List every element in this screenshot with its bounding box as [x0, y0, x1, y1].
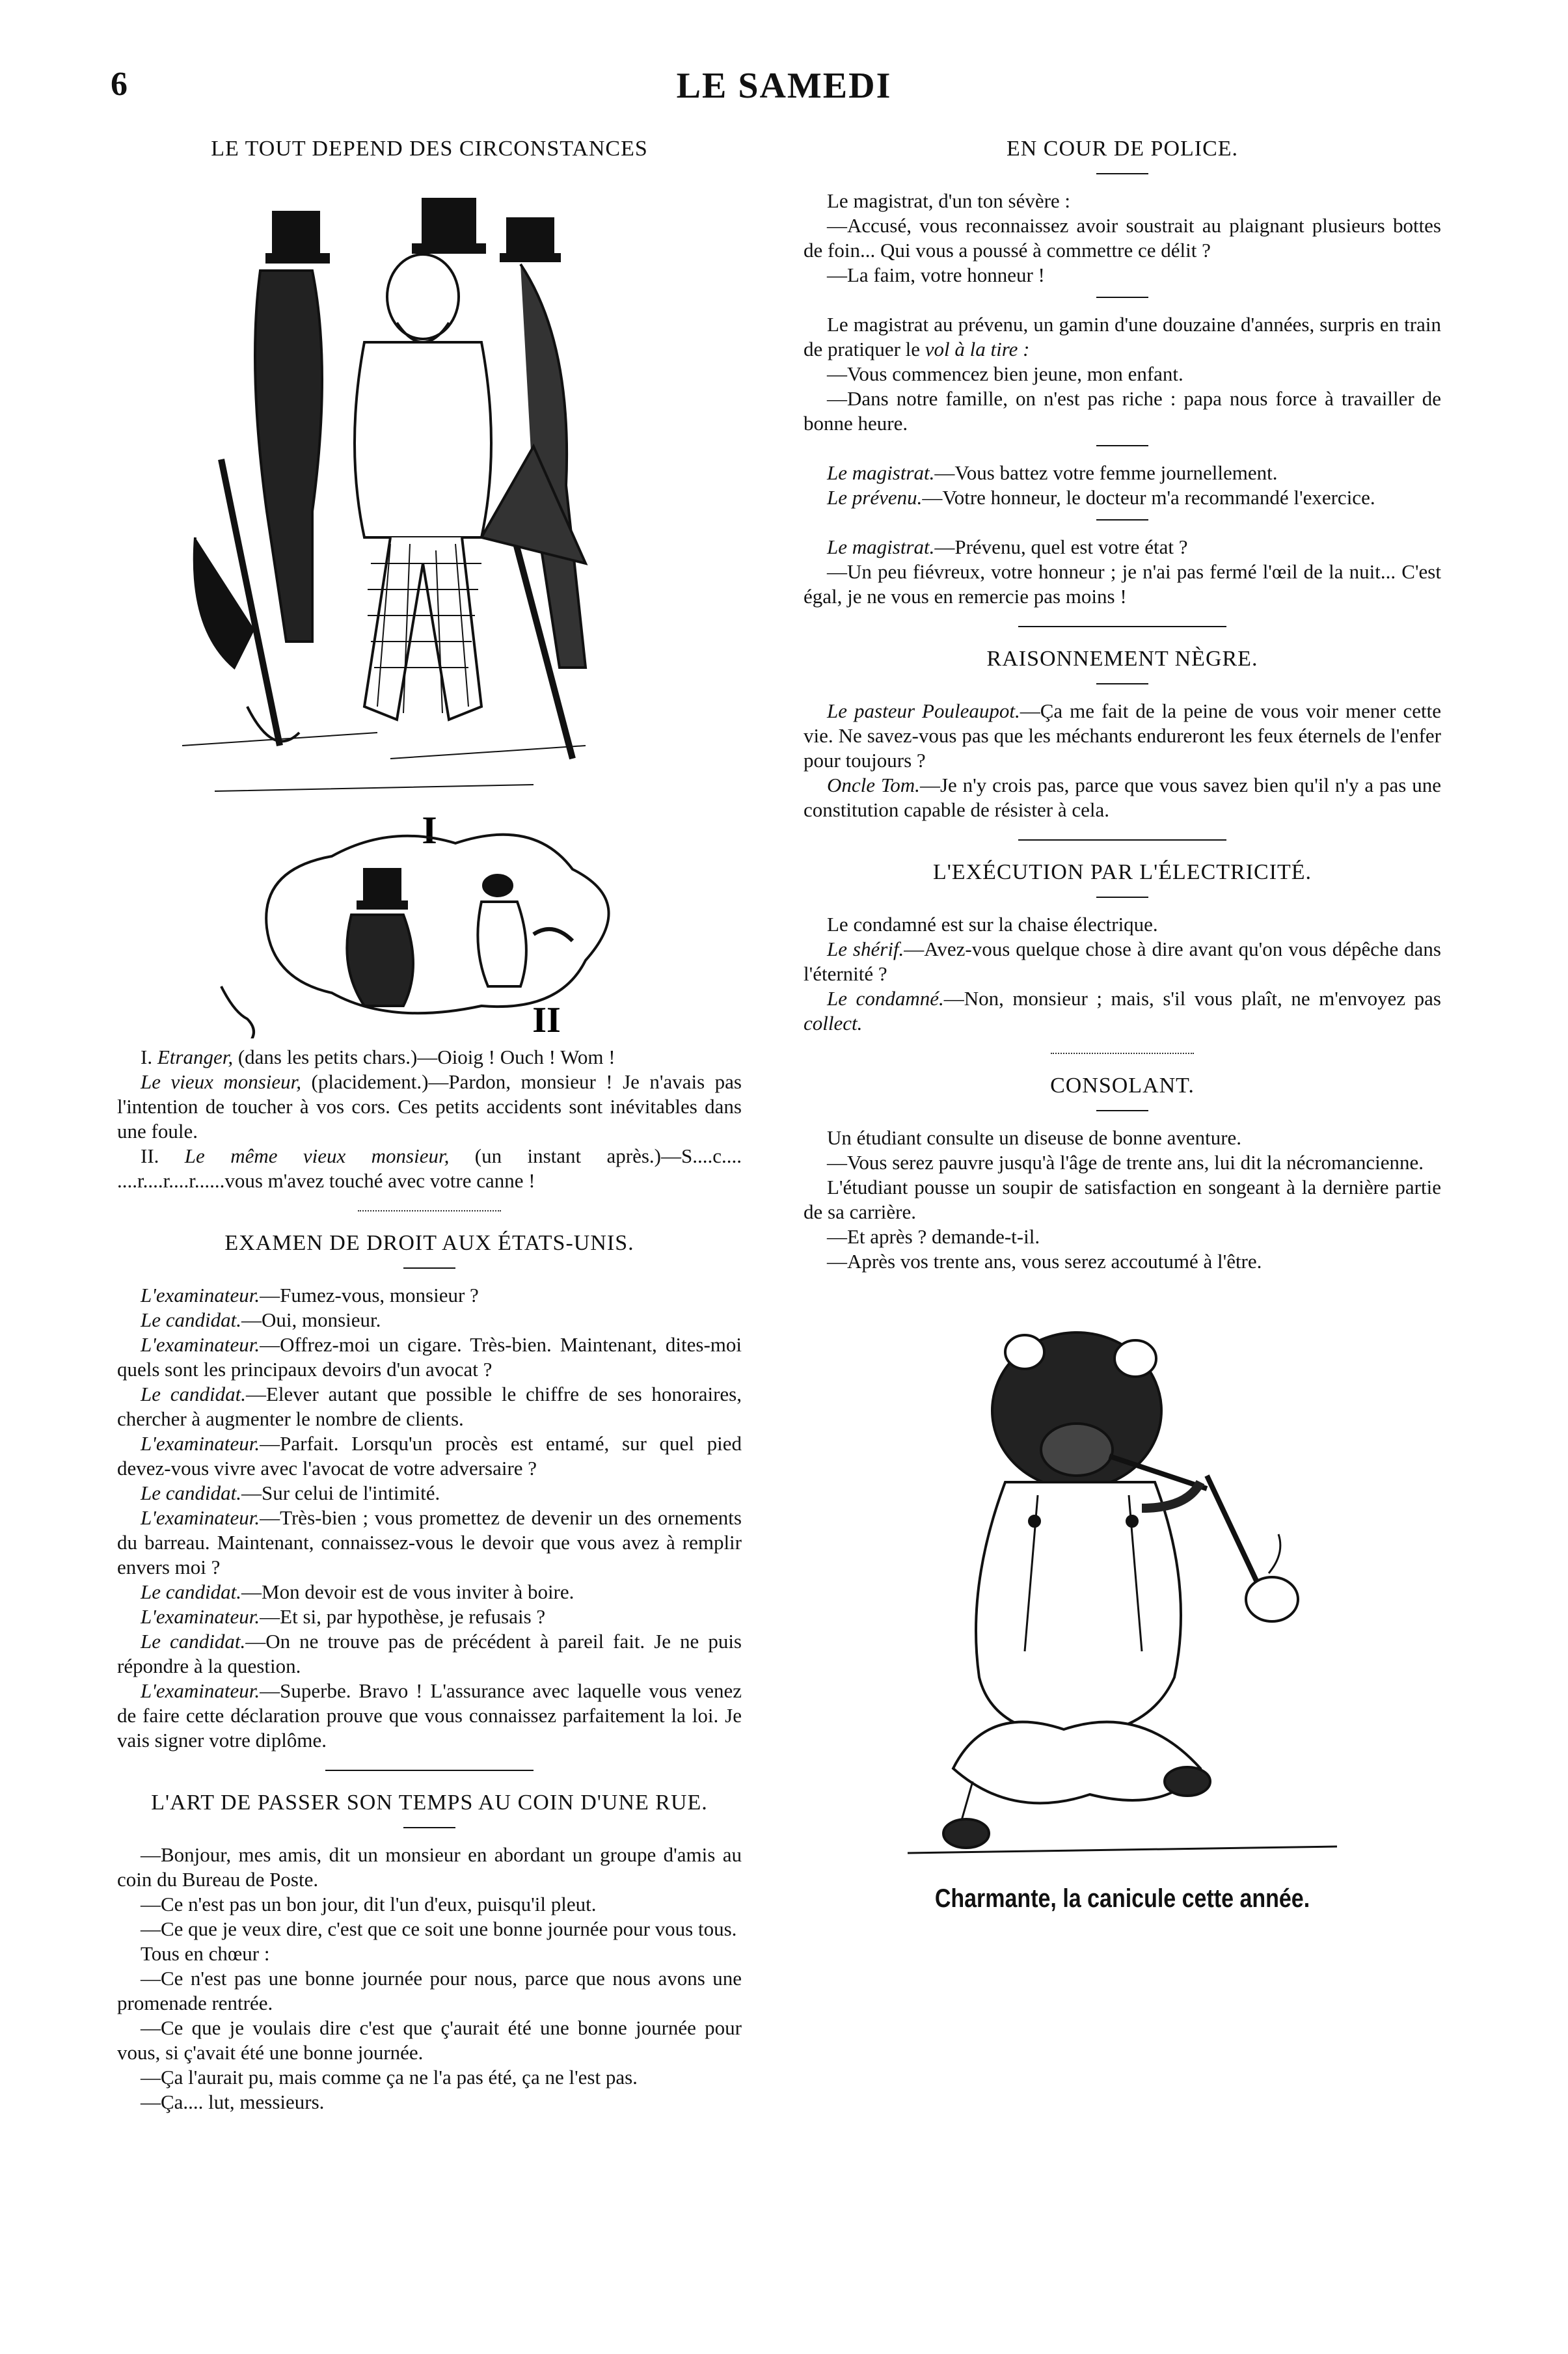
divider [1096, 1110, 1148, 1111]
panel-two-label: II [532, 1000, 561, 1038]
paragraph: —Dans notre famille, on n'est pas riche : papa nous force à travailler de bonne heure. [804, 387, 1441, 435]
divider [403, 1827, 455, 1828]
dialog-line: Le candidat.—On ne trouve pas de précédent à pareil fait. Je ne puis répondre à la question. [117, 1630, 742, 1677]
right-column [804, 137, 1441, 1914]
page-number: 6 [111, 66, 128, 103]
paragraph: —Ça.... lut, messieurs. [141, 2090, 325, 2113]
divider [403, 1267, 455, 1269]
consolant-title: CONSOLANT. [1050, 1074, 1195, 1098]
divider [1096, 519, 1148, 521]
examen-text [117, 1283, 742, 1753]
dialog-line: L'examinateur.—Offrez-moi un cigare. Très-bien. Maintenant, dites-moi quels sont les principaux devoirs d'un avocat ? [117, 1333, 742, 1381]
bear-caption: Charmante, la canicule cette année. [934, 1884, 1310, 1913]
divider [1051, 1053, 1194, 1054]
panel-one-label: I [422, 809, 437, 852]
dialog-line: Le candidat.—Oui, monsieur. [141, 1308, 381, 1331]
dialog-line: Le candidat.—Sur celui de l'intimité. [141, 1481, 440, 1504]
paragraph: —Vous serez pauvre jusqu'à l'âge de trente ans, lui dit la nécromancienne. [827, 1151, 1424, 1174]
cartoon-illustration [117, 173, 742, 1038]
paragraph: L'étudiant pousse un soupir de satisfaction en songeant à la dernière partie de sa carrière. [804, 1176, 1441, 1223]
bear-illustration [895, 1313, 1350, 1873]
examen-title: EXAMEN DE DROIT AUX ÉTATS-UNIS. [224, 1231, 634, 1255]
paragraph: —Après vos trente ans, vous serez accoutumé à l'être. [827, 1250, 1262, 1273]
dialog-line: Le condamné.—Non, monsieur ; mais, s'il vous plaît, ne m'envoyez pas collect. [804, 987, 1441, 1035]
police-title: EN COUR DE POLICE. [1006, 137, 1239, 161]
dialog-line: Le magistrat.—Prévenu, quel est votre état ? [827, 535, 1188, 558]
paragraph: Le condamné est sur la chaise électrique. [827, 913, 1158, 936]
paragraph: —Ce que je veux dire, c'est que ce soit une bonne journée pour vous tous. [141, 1917, 737, 1940]
cartoon-drawing [117, 173, 742, 1038]
paragraph: —Accusé, vous reconnaissez avoir soustrait au plaignant plusieurs bottes de foin... Qui vous a poussé à commettre ce délit ? [804, 214, 1441, 262]
divider [325, 1770, 534, 1771]
paragraph: —La faim, votre honneur ! [827, 264, 1045, 286]
paragraph: —Bonjour, mes amis, dit un monsieur en abordant un groupe d'amis au coin du Bureau de Poste. [117, 1843, 742, 1891]
dialog-line: L'examinateur.—Superbe. Bravo ! L'assurance avec laquelle vous venez de faire cette déclaration prouve que vous connaissez parfaitement la loi. Je vais signer votre diplôme. [117, 1679, 742, 1752]
paragraph: —Vous commencez bien jeune, mon enfant. [827, 362, 1183, 385]
dialog-line: L'examinateur.—Fumez-vous, monsieur ? [141, 1284, 479, 1306]
divider [1096, 897, 1148, 898]
dialog-line: Le shérif.—Avez-vous quelque chose à dire avant qu'on vous dépêche dans l'éternité ? [804, 938, 1441, 985]
dialog-line: L'examinateur.—Très-bien ; vous promettez de devenir un des ornements du barreau. Maintenant, connaissez-vous le devoir que vous avez à remplir envers moi ? [117, 1506, 742, 1578]
divider [1096, 445, 1148, 446]
dialog-line: Oncle Tom.—Je n'y crois pas, parce que vous savez bien qu'il n'y a pas une constitution capable de résister à cela. [804, 774, 1441, 821]
dialog-line: L'examinateur.—Parfait. Lorsqu'un procès est entamé, sur quel pied devez-vous vivre avec l'avocat de votre adversaire ? [117, 1432, 742, 1480]
execution-title: L'EXÉCUTION PAR L'ÉLECTRICITÉ. [932, 860, 1312, 884]
cartoon-line: Le vieux monsieur, (placidement.)—Pardon, monsieur ! Je n'avais pas l'intention de toucher à vos cors. Ces petits accidents sont inévitables dans une foule. [117, 1070, 742, 1143]
art-text [117, 1843, 742, 2115]
dialog-line: Le candidat.—Mon devoir est de vous inviter à boire. [141, 1580, 574, 1603]
page-header [0, 65, 1568, 117]
cartoon-text [117, 1045, 742, 1193]
paragraph: Le magistrat, d'un ton sévère : [827, 189, 1071, 212]
negre-title: RAISONNEMENT NÈGRE. [986, 647, 1258, 671]
divider [1018, 626, 1226, 627]
journal-title: LE SAMEDI [676, 66, 892, 106]
divider [1096, 297, 1148, 298]
cartoon-line: I. Etranger, (dans les petits chars.)—Oioig ! Ouch ! Wom ! [141, 1046, 615, 1068]
paragraph: Un étudiant consulte un diseuse de bonne aventure. [827, 1126, 1242, 1149]
dialog-line: Le prévenu.—Votre honneur, le docteur m'a recommandé l'exercice. [827, 486, 1375, 509]
paragraph: —Ce n'est pas un bon jour, dit l'un d'eux, puisqu'il pleut. [141, 1893, 597, 1915]
divider [1018, 839, 1226, 841]
dialog-line: Le candidat.—Elever autant que possible le chiffre de ses honoraires, chercher à augmenter le nombre de clients. [117, 1383, 742, 1430]
left-column [117, 137, 742, 2115]
dialog-line: —Un peu fiévreux, votre honneur ; je n'ai pas fermé l'œil de la nuit... C'est égal, je ne vous en remercie pas moins ! [804, 560, 1441, 608]
cartoon-line: II. Le même vieux monsieur, (un instant après.)—S....c.... ....r....r....r......vous m'avez touché avec votre canne ! [117, 1144, 742, 1192]
paragraph: —Ce que je voulais dire c'est que ç'aurait été une bonne journée pour vous, si ç'avait été une bonne journée. [117, 2016, 742, 2064]
paragraph: —Et après ? demande-t-il. [827, 1225, 1040, 1248]
paragraph: Tous en chœur : [141, 1942, 270, 1965]
paragraph: —Ce n'est pas une bonne journée pour nous, parce que nous avons une promenade rentrée. [117, 1967, 742, 2014]
divider [1096, 173, 1148, 174]
dialog-line: L'examinateur.—Et si, par hypothèse, je refusais ? [141, 1605, 546, 1628]
paragraph: Le magistrat au prévenu, un gamin d'une douzaine d'années, surpris en train de pratiquer le vol à la tire : [804, 313, 1441, 360]
paragraph: —Ça l'aurait pu, mais comme ça ne l'a pas été, ça ne l'est pas. [141, 2066, 638, 2089]
divider [1096, 683, 1148, 684]
art-title: L'ART DE PASSER SON TEMPS AU COIN D'UNE RUE. [151, 1791, 708, 1815]
dialog-line: Le magistrat.—Vous battez votre femme journellement. [827, 461, 1278, 484]
dialog-line: Le pasteur Pouleaupot.—Ça me fait de la peine de vous voir mener cette vie. Ne savez-vous pas que les méchants endureront les feux éternels de l'enfer pour toujours ? [804, 699, 1441, 772]
divider [358, 1210, 501, 1211]
cartoon-title: LE TOUT DEPEND DES CIRCONSTANCES [211, 137, 648, 161]
bear-drawing [895, 1313, 1350, 1873]
